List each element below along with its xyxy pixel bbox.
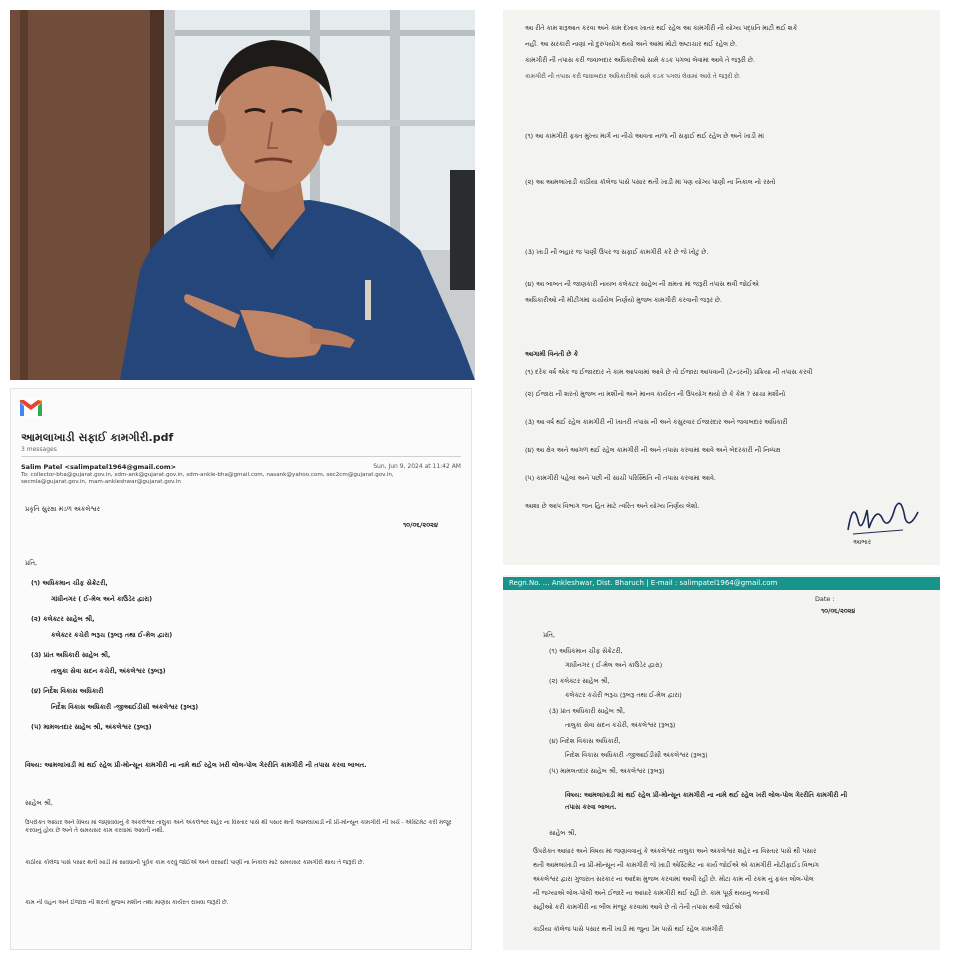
signature-caption: આભાર: [853, 538, 872, 546]
gmail-printout: [10, 388, 472, 950]
prati-label-2: પ્રતિ,: [543, 631, 555, 639]
letterhead-bar: [503, 577, 940, 590]
letter-date: ૧૦/૦૬/૨૦૨૪: [403, 521, 438, 529]
recipients-line-2: secmla@gujarat.gov.in, mam-ankleshwar@gujarat.gov.in: [21, 479, 181, 485]
demand-3: (૩) આ વર્ષ થઈ રહેલ કામગીરી ની ખાતરી તપાસ ની અને કસુરવાર ઈજારદાર અને જવાબદાર અધિકારી: [525, 418, 788, 426]
email-date: Sun, Jun 9, 2024 at 11:42 AM: [373, 463, 461, 470]
letter1-point-2: (૨) આ આમલાખાડી કાઠીયા કૉલેજ પાસે પસાર થતી ખાડી માં પણ યોગ્ય પાણી ના નિકાલ નો રસ્તો: [525, 178, 776, 186]
letter-page-continuation: [503, 10, 940, 565]
l2-body-6: કાઠીયા કૉલેજ પાસે પસાર થતી ખાડી માં જુના ડેમ પાસે થઈ રહેલ કામગીરી: [533, 925, 724, 933]
letter-subject: વિષય: આમલાખાડી માં થઈ રહેલ પ્રી-મોન્સૂન કામગીરી ના નામે થઈ રહેલ ખરી લોલ-પોલ ગેરરીતિ કામગીરી ની તપાસ કરવા બાબત.: [25, 761, 367, 769]
letter1-point-1: (૧) આ કામગીરી ફક્ત મુખ્ય માર્ગ ના નીચે આવતા નાળા ની સફાઈ થઈ રહેલ છે અને ખાડી માં: [525, 132, 765, 140]
l2-body-3: અંકલેશ્વર દ્વારા ગુજરાત સરકાર ના આદેશ મુજબ કરવામાં આવી રહી છે. મોટા કામ ની રકમ નું ફક્ત લોલ-પોલ: [533, 875, 814, 883]
letter1-point-4b: અધિકારીઓ ની મીટીંગમાં ચર્ચાયેલ નિર્ણયો મુજબ કામગીરી કરવાની જરૂર છે.: [525, 296, 722, 304]
addressee-5: (૫) મામલતદાર સાહેબ શ્રી, અંકલેશ્વર (રૂબરૂ): [31, 723, 152, 731]
l2-body-1: ઉપરોક્ત આધાર અને વિષય માં જણાવવાનું કે અંકલેશ્વર તાલુકા અને અંકલેશ્વર શહેર ના વિસ્તાર પાસે થી પસાર: [533, 847, 817, 855]
addressee-1-detail: ગાંધીનગર ( ઈ-મેલ અને કાઉડેર દ્વારા): [51, 595, 153, 603]
divider: [21, 456, 461, 457]
l2-body-4: ની જગ્યાએ લોલ-પોલી અને ઈજારે ના આધારે કામગીરી થઈ રહી છે. કામ પૂર્ણ થયાનું બતાવી: [533, 889, 770, 897]
letterhead-text: Regn.No. ... Ankleshwar, Dist. Bharuch | E-mail : salimpatel1964@gmail.com: [509, 579, 778, 587]
recipients-line-1: To: collector-bha@gujarat.gov.in, sdm-ank@gujarat.gov.in, sdm-ankle-bha@gmail.com, nasank@yahoo.com, sec2cm@gujarat.gov.in,: [21, 472, 394, 478]
l2-body-2: થતી આમલાખાડી ના પ્રી-મોન્સૂન ની કામગીરી જે ખાડી એસ્ટિમેટ ના કાર્ય જોઈએ એ કામગીરી નોટીફાઈડ વિભાગ: [533, 861, 819, 869]
addressee-1: (૧) અધિકમાન ચીફ સેક્રેટરી,: [31, 579, 108, 587]
l2-body-5: સહીઓ કરી કામગીરી ના બીલ મંજૂર કરવામાં આવે છે તો તેની તપાસ થવી જોઈએ: [533, 903, 742, 911]
letter1-filler-block: [525, 72, 925, 122]
l2-subject-2: તપાસ કરવા બાબત.: [565, 803, 617, 811]
demand-4: (૪) આ ક્ષેત્ર અને આગળ થઈ રહેલ કામગીરી ની અને તપાસ કરવામાં આવે અને બેદરકારી ની નિષ્પક્ષ: [525, 446, 781, 454]
l2-addressee-4: (૪) નિર્દેશ વિકાસ અધિકારી,: [549, 737, 621, 745]
prati-label: પ્રતિ,: [25, 559, 38, 567]
man-photograph: [10, 10, 475, 380]
l2-addressee-1: (૧) અધિકમાન ચીફ સેક્રેટરી,: [549, 647, 623, 655]
l2-addressee-3: (૩) પ્રાંત અધિકારી સાહેબ શ્રી,: [549, 707, 626, 715]
letter1-point-4: (૪) આ બાબત ની જાણકારી નાયબ કલેક્ટર સાહેબ ની ક્ષમતા માં જરૂરી તપાસ થવી જોઈએ: [525, 280, 759, 288]
l2-addressee-2: (૨) કલેક્ટર સાહેબ શ્રી,: [549, 677, 610, 685]
gmail-logo-icon: [19, 399, 43, 417]
from-organization: પ્રકૃતિ સુરક્ષા મંડળ અંકલેશ્વર: [25, 505, 101, 513]
body-paragraph-1: ઉપરોક્ત આધાર અને વિષય માં જણાવવાનું કે અંકલેશ્વર તાલુકા અને અંકલેશ્વર શહેર ના વિસ્તાર પાસે થી પસાર થતી આમલાખાડી ની પ્રી-મોન્સૂન કામગીરી ની ખર્ચ - એસ્ટિમેટ કરી મંજૂર કરવાનું હોય છે અને તે સમયસર કામ કરવામાં આવતી નથી.: [25, 820, 452, 834]
date-label: Date :: [815, 595, 835, 603]
letter1-line-2: નહીં. આ સરકારી નાણાં નો દુરુપયોગ થયો અને આમાં મોટો ભ્રષ્ટાચાર થઈ રહેલ છે.: [525, 40, 738, 48]
letter1-filler-text: કામગીરી ની તપાસ કરી જવાબદાર અધિકારીઓ સામે કડક પગલાં લેવામાં આવે તે જરૂરી છે.: [525, 73, 741, 80]
photo-of-man: [10, 10, 475, 380]
letterhead-letter: [503, 575, 940, 950]
letter1-point-3: (૩) ખાડી ની બહાર જ પાણી ઉપર જ સફાઈ કામગીરી કરે છે જે ખોટું છે.: [525, 248, 709, 256]
l2-addressee-5: (૫) મામલતદાર સાહેબ શ્રી, અંકલેશ્વર (રૂબરૂ): [549, 767, 665, 775]
letter1-line-1: આ રીતે કામ શરૂઆત કરવા અને કામ દેખાવ ખાતર થઈ રહેલ આ કામગીરી ની યોગ્ય પદ્ધતિ માટી થઈ શકે: [525, 24, 798, 32]
l2-addressee-4-detail: નિર્દેશ વિકાસ અધિકારી -જીઆઈડીસી અંકલેશ્વર (રૂબરૂ): [565, 751, 708, 759]
addressee-4-detail: નિર્દેશ વિકાસ અધિકારી -જીઆઈડીસી અંકલેશ્વર (રૂબરૂ): [51, 703, 199, 711]
addressee-2-detail: કલેક્ટર કચેરી ભરૂચ (રૂબરૂ તથા ઈ-મેલ દ્વારા): [51, 631, 173, 639]
l2-addressee-3-detail: તાલુકા સેવા સદન કચેરી, અંકલેશ્વર (રૂબરૂ): [565, 721, 676, 729]
body-paragraph-3: કામ ની વહન અને ઈજારા ની શરતો મુજબ મશીન તથા માણસ કાર્યરત રાખવા જરૂરી છે.: [25, 900, 229, 906]
message-count: 3 messages: [21, 446, 57, 453]
addressee-4: (૪) નિર્દેશ વિકાસ અધિકારી: [31, 687, 104, 695]
signature-icon: [843, 490, 923, 540]
letter1-line-3: કામગીરી ની તપાસ કરી જવાબદાર અધિકારીઓ સામે કડક પગલાં લેવામાં આવે તે જરૂરી છે.: [525, 56, 755, 64]
email-sender: Salim Patel <salimpatel1964@gmail.com>: [21, 463, 177, 471]
l2-salutation: સાહેબ શ્રી,: [549, 829, 577, 837]
salutation: સાહેબ શ્રી,: [25, 799, 53, 807]
addressee-3: (૩) પ્રાંત અધિકારી સાહેબ શ્રી,: [31, 651, 111, 659]
demand-5: (૫) કામગીરી પહેલાં અને પછી ની સાચી પરિસ્થિતિ ની તપાસ કરવામાં આવે.: [525, 474, 716, 482]
demand-heading: આગામી વિનંતી છે કે: [525, 350, 579, 358]
l2-subject-1: વિષય: આમલાખાડી માં થઈ રહેલ પ્રી-મોન્સૂન કામગીરી ના નામે થઈ રહેલ ખરી લોલ-પોલ ગેરરીતિ કામગીરી ની: [565, 791, 848, 799]
l2-addressee-1-detail: ગાંધીનગર ( ઈ-મેલ અને કાઉડેર દ્વારા): [565, 661, 663, 669]
email-subject: આમલાખાડી સફાઈ કામગીરી.pdf: [21, 431, 174, 444]
body-paragraph-2: કાઠીયા કૉલેજ પાસે પસાર થતી ખાડી માં સાવધાની પૂર્વક કામ કરવું જોઈએ અને વરસાદી પાણી ના નિકાલ માટે સમયસર કામગીરી થાય તે જરૂરી છે.: [25, 860, 365, 866]
date-value: ૧૦/૦૬/૨૦૨૪: [821, 607, 856, 615]
email-recipients: [21, 472, 461, 486]
addressee-2: (૨) કલેક્ટર સાહેબ શ્રી,: [31, 615, 95, 623]
addressee-3-detail: તાલુકા સેવા સદન કચેરી, અંકલેશ્વર (રૂબરૂ): [51, 667, 166, 675]
closing-line: આશા છે આપ વિભાગ જન હિત માટે ત્વરિત અને યોગ્ય નિર્ણય લેશો.: [525, 502, 700, 510]
demand-2: (૨) ઈજારા ની શરતો મુજબ ના મશીનો અને માનવ કાર્યરત ની ઉપયોગ થયો છે કે કેમ ? સાચા મશીનો: [525, 390, 786, 398]
demand-1: (૧) દરેક વર્ષ એક જ ઈજારદાર ને કામ આપવામાં આવે છે તો ઈજારા આપવાની (ટેન્ડરની) પ્રક્રિયા ની તપાસ કરવી: [525, 368, 813, 376]
l2-addressee-2-detail: કલેક્ટર કચેરી ભરૂચ (રૂબરૂ તથા ઈ-મેલ દ્વારા): [565, 691, 682, 699]
